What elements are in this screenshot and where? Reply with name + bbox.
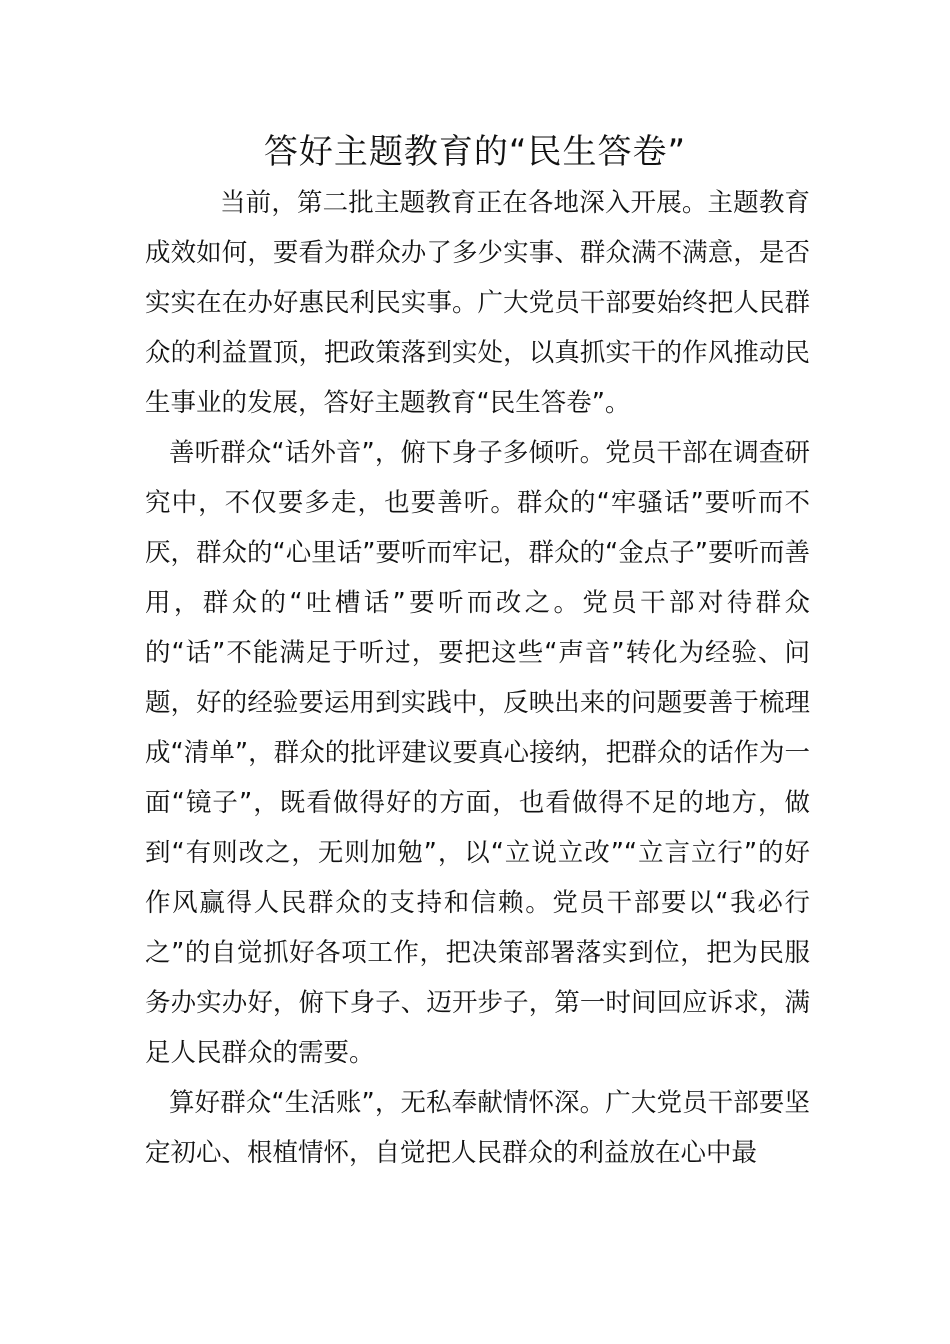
document-body xyxy=(145,178,810,1178)
document-title: 答好主题教育的“民生答卷” xyxy=(263,132,687,172)
paragraph-listen: 善听群众“话外音”，俯下身子多倾听。党员干部在调查研究中，不仅要多走，也要善听。群众的“牢骚话”要听而不厌，群众的“心里话”要听而牢记，群众的“金点子”要听而善用，群众的“吐槽话”要听而改之。党员干部对待群众的“话”不能满足于听过，要把这些“声音”转化为经验、问题，好的经验要运用到实践中，反映出来的问题要善于梳理成“清单”，群众的批评建议要真心接纳，把群众的话作为一面“镜子”，既看做得好的方面，也看做得不足的地方，做到“有则改之，无则加勉”，以“立说立改”“立言立行”的好作风赢得人民群众的支持和信赖。党员干部要以“我必行之”的自觉抓好各项工作，把决策部署落实到位，把为民服务办实办好，俯下身子、迈开步子，第一时间回应诉求，满足人民群众的需要。 xyxy=(145,438,810,1068)
paragraph-account: 算好群众“生活账”，无私奉献情怀深。广大党员干部要坚定初心、根植情怀，自觉把人民群众的利益放在心中最 xyxy=(145,1088,810,1168)
paragraph-intro: 当前，第二批主题教育正在各地深入开展。主题教育成效如何，要看为群众办了多少实事、群众满不满意，是否实实在在办好惠民利民实事。广大党员干部要始终把人民群众的利益置顶，把政策落到实处，以真抓实干的作风推动民生事业的发展，答好主题教育“民生答卷”。 xyxy=(145,188,810,418)
